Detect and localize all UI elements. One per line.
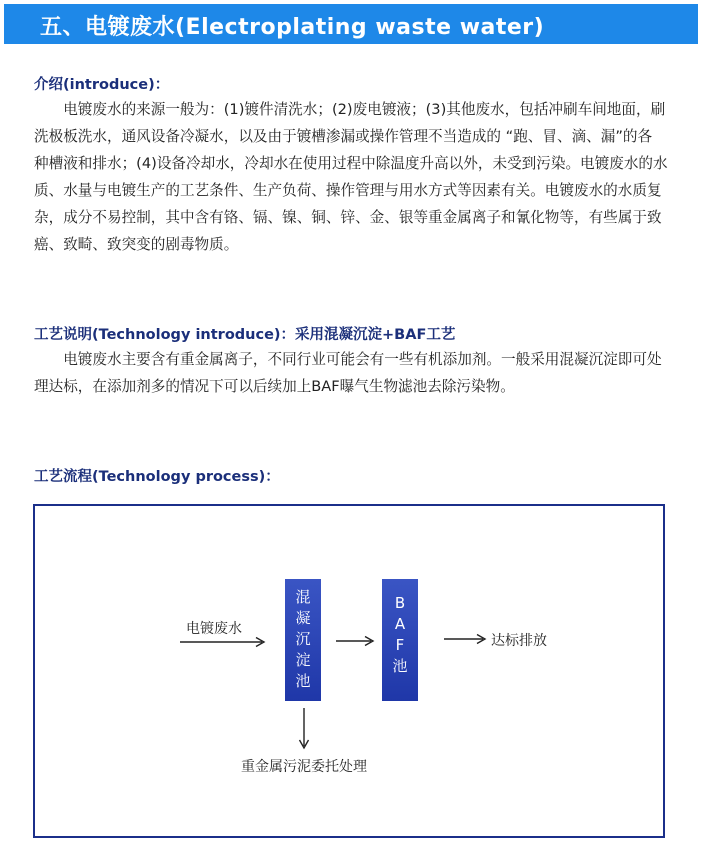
process-diagram-frame — [33, 504, 665, 838]
box-char: 池 — [295, 672, 311, 690]
input-label: 电镀废水 — [186, 621, 242, 637]
arrow-right-icon — [178, 636, 268, 648]
baf-tank — [382, 579, 418, 701]
arrow-down-icon — [297, 706, 311, 750]
introduce-paragraph — [34, 96, 694, 258]
technology-process-heading: 工艺流程(Technology process)： — [34, 469, 280, 485]
technology-introduce-paragraph — [34, 346, 694, 400]
output-label: 达标排放 — [491, 633, 547, 649]
box-char: 混 — [295, 588, 311, 606]
title-bar — [4, 4, 698, 44]
page-title: 五、电镀废水(Electroplating waste water) — [40, 15, 545, 40]
introduce-heading: 介绍(introduce)： — [34, 77, 170, 93]
paragraph-line: 电镀废水主要含有重金属离子，不同行业可能会有一些有机添加剂。一般采用混凝沉淀即可处 — [34, 351, 662, 368]
box-char: 凝 — [295, 609, 311, 627]
box-char: B — [394, 594, 406, 612]
paragraph-line: 理达标，在添加剂多的情况下可以后续加上BAF曝气生物滤池去除污染物。 — [34, 378, 515, 395]
paragraph-line: 癌、致畸、致突变的剧毒物质。 — [34, 236, 239, 253]
paragraph-line: 电镀废水的来源一般为：(1)镀件清洗水；(2)废电镀液；(3)其他废水，包括冲刷车间地面，刷 — [34, 101, 666, 118]
box-char: 沉 — [295, 630, 311, 648]
arrow-right-icon — [442, 633, 488, 645]
box-char: 淀 — [295, 651, 311, 669]
technology-introduce-heading: 工艺说明(Technology introduce)：采用混凝沉淀+BAF工艺 — [34, 327, 456, 343]
box-char: F — [395, 636, 405, 654]
paragraph-line: 洗极板洗水，通风设备冷凝水，以及由于镀槽渗漏或操作管理不当造成的 “跑、冒、滴、漏”的各 — [34, 128, 653, 145]
sludge-label: 重金属污泥委托处理 — [241, 759, 367, 775]
paragraph-line: 种槽液和排水；(4)设备冷却水，冷却水在使用过程中除温度升高以外，未受到污染。电镀废水的水 — [34, 155, 668, 172]
arrow-right-icon — [334, 635, 376, 647]
paragraph-line: 杂，成分不易控制，其中含有铬、镉、镍、铜、锌、金、银等重金属离子和氰化物等，有些属于致 — [34, 209, 662, 226]
box-char: A — [394, 615, 406, 633]
coagulation-sedimentation-tank — [285, 579, 321, 701]
box-char: 池 — [392, 657, 408, 675]
paragraph-line: 质、水量与电镀生产的工艺条件、生产负荷、操作管理与用水方式等因素有关。电镀废水的水质复 — [34, 182, 662, 199]
